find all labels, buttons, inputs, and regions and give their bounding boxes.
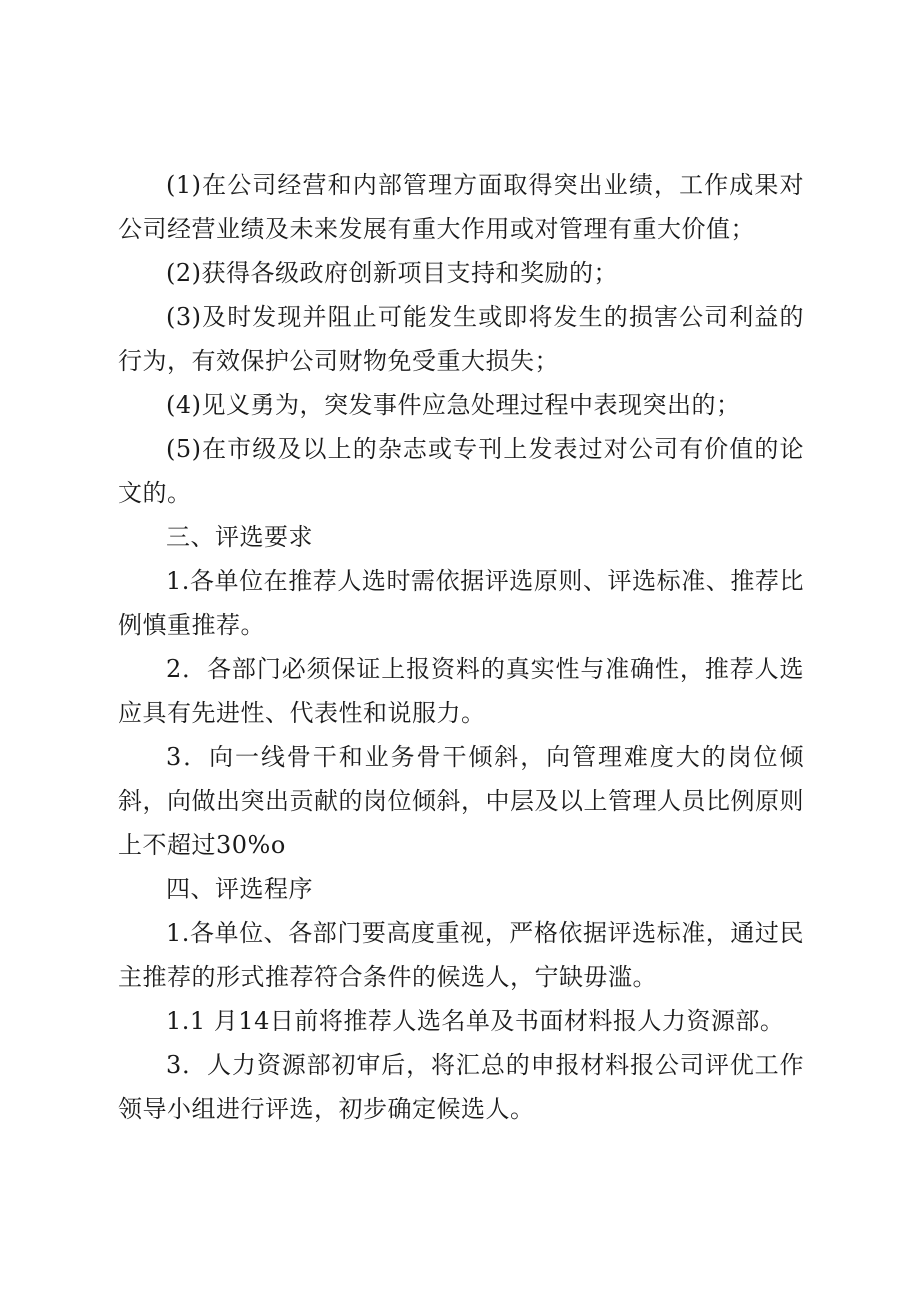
section-3-item-1: 1.各单位在推荐人选时需依据评选原则、评选标准、推荐比例慎重推荐。 <box>118 567 804 639</box>
criterion-5: (5)在市级及以上的杂志或专刊上发表过对公司有价值的论文的。 <box>118 435 804 507</box>
section-4-heading: 四、评选程序 <box>166 875 313 903</box>
section-4-item-1: 1.各单位、各部门要高度重视，严格依据评选标准，通过民主推荐的形式推荐符合条件的候选人，宁缺毋滥。 <box>118 919 804 991</box>
section-3-item-3: 3．向一线骨干和业务骨干倾斜，向管理难度大的岗位倾斜，向做出突出贡献的岗位倾斜，中层及以上管理人员比例原则上不超过30%o <box>118 743 804 859</box>
criterion-3: (3)及时发现并阻止可能发生或即将发生的损害公司利益的行为，有效保护公司财物免受重大损失； <box>118 303 804 375</box>
section-3-item-2: 2．各部门必须保证上报资料的真实性与准确性，推荐人选应具有先进性、代表性和说服力。 <box>118 655 804 727</box>
document-body <box>118 163 804 1131</box>
section-4-item-3: 3．人力资源部初审后，将汇总的申报材料报公司评优工作领导小组进行评选，初步确定候选人。 <box>118 1051 804 1123</box>
criterion-1: (1)在公司经营和内部管理方面取得突出业绩，工作成果对公司经营业绩及未来发展有重大作用或对管理有重大价值； <box>118 171 804 243</box>
criterion-2: (2)获得各级政府创新项目支持和奖励的； <box>166 259 618 287</box>
section-3-heading: 三、评选要求 <box>166 523 313 551</box>
criterion-4: (4)见义勇为，突发事件应急处理过程中表现突出的； <box>166 391 741 419</box>
section-4-item-2: 1.1 月14日前将推荐人选名单及书面材料报人力资源部。 <box>166 1007 785 1035</box>
